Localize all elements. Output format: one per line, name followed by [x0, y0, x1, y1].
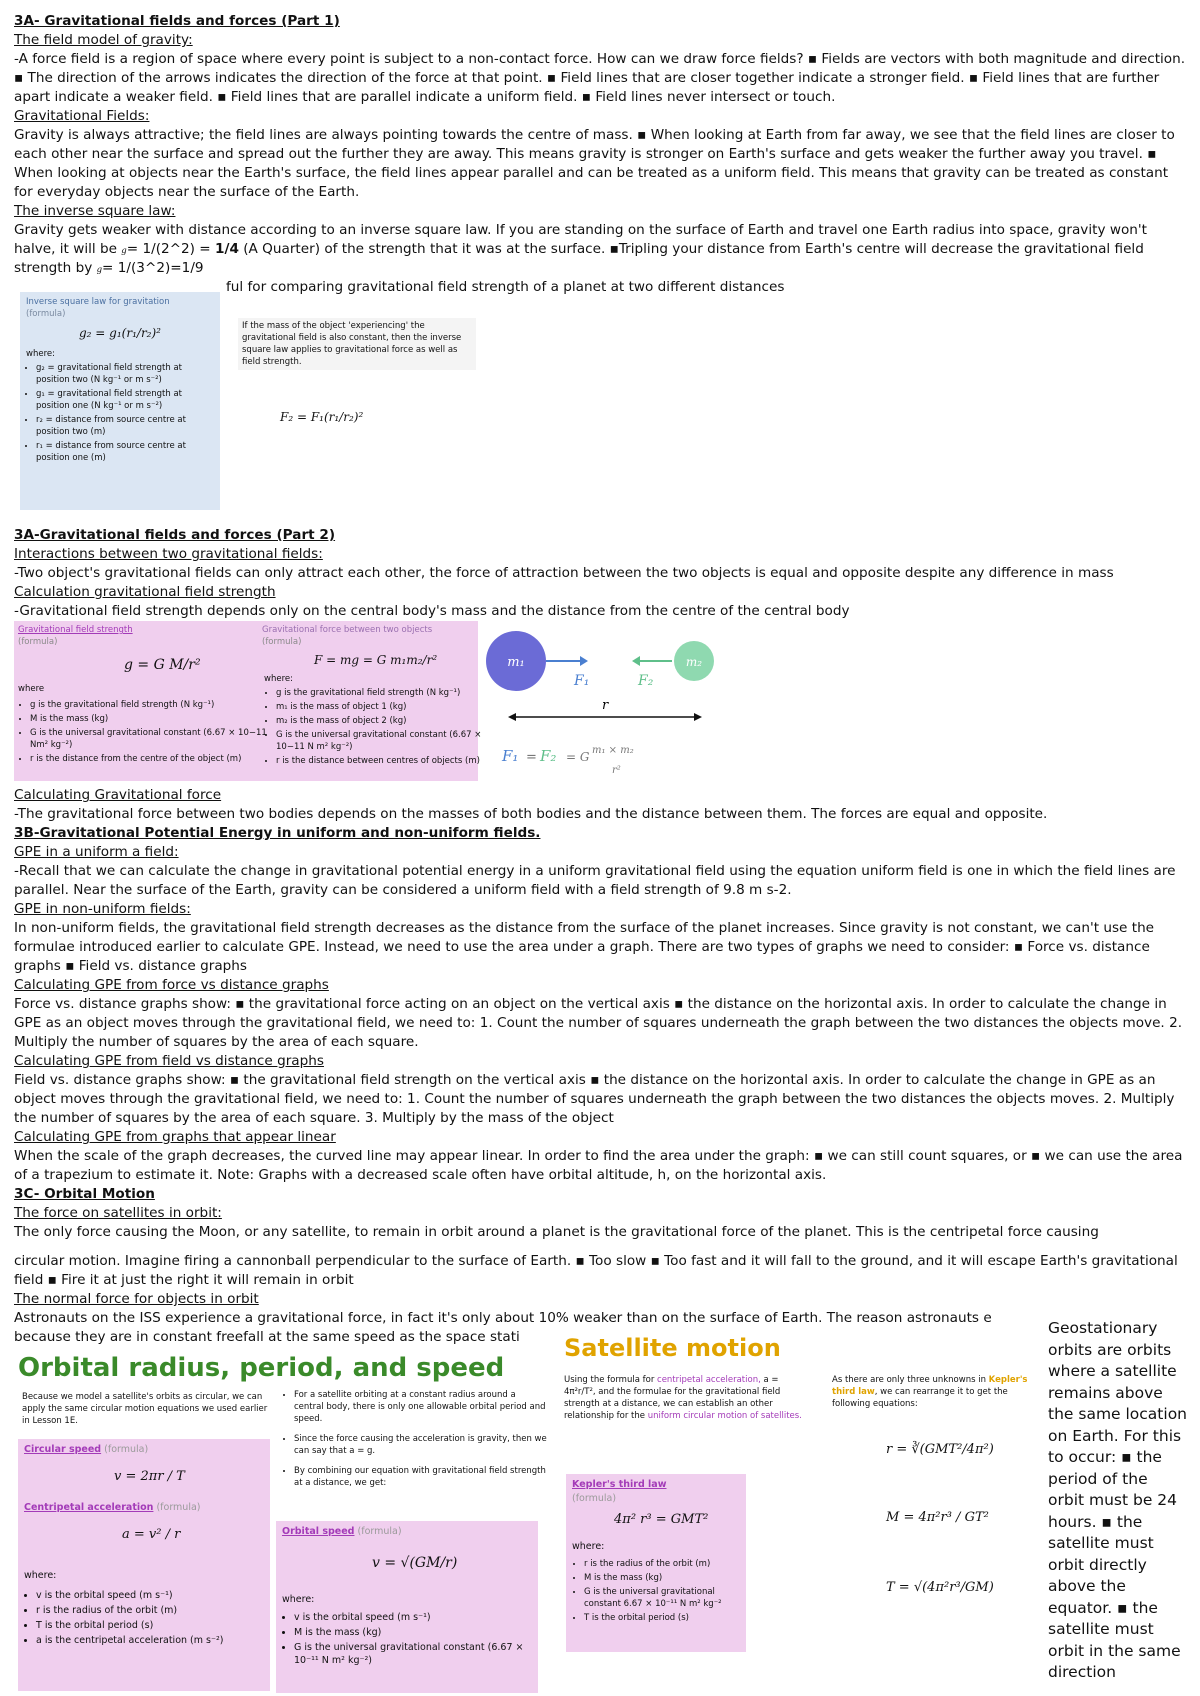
orbital-bullet: • By combining our equation with gravitational field strength at a distance, we get:	[294, 1465, 548, 1489]
orbital-bullet: • Since the force causing the acceleration is gravity, then we can say that a = g.	[294, 1433, 548, 1457]
orbital-where: where:	[24, 1570, 57, 1581]
kepler-title: Kepler's third law	[572, 1479, 667, 1490]
kepler-item: • G is the universal gravitational constant 6.67 × 10⁻¹¹ N m² kg⁻²	[584, 1586, 752, 1610]
eq-radius: r = ∛(GMT²/4π²)	[886, 1442, 994, 1457]
eq-numerator: m₁ × m₂	[592, 745, 634, 756]
circular-speed-label: (formula)	[104, 1444, 149, 1455]
satellite-panel	[556, 1330, 1046, 1660]
orbital-speed-label: (formula)	[357, 1526, 402, 1537]
eq-denominator: r²	[612, 765, 621, 776]
orbital-bullets	[282, 1389, 548, 1491]
satellite-intro	[564, 1374, 812, 1422]
force-item: • m₂ is the mass of object 2 (kg)	[276, 715, 486, 727]
nonuniform-text: In non-uniform fields, the gravitational field strength decreases as the distance from the surface of the planet increases. Since gravity is not constant, we can't use the formulae introduced earlier to calculate GPE. Instead, we need to use the area under a graph. There are two types of graphs we need to consider: ▪ Force vs. distance graphs ▪ Field vs. distance graphs	[14, 920, 1155, 974]
kepler-item: • r is the radius of the orbit (m)	[584, 1558, 752, 1570]
orbital-item: • a is the centripetal acceleration (m s⁻²)	[36, 1634, 274, 1647]
part2-section	[14, 526, 1186, 621]
gfs-item: • G is the universal gravitational constant (6.67 × 10−11 Nm² kg⁻²)	[30, 727, 270, 751]
geostationary-text: Geostationary orbits are orbits where a satellite remains above the same location on Earth. For this to occur: ▪ the period of the orbit must be 24 hours. ▪ the satellite must orbit directly above the equator. ▪ the satellite must orbit in the same direction	[1048, 1319, 1188, 1681]
centripetal-label: (formula)	[156, 1502, 201, 1513]
force-formula: F = mg = G m₁m₂/r²	[314, 653, 438, 667]
inverse-heading: The inverse square law:	[14, 203, 176, 219]
orbital-speed-list	[282, 1611, 540, 1669]
inverse-card-item: • g₂ = gravitational field strength at position two (N kg⁻¹ or m s⁻²)	[36, 362, 214, 386]
force-item: • G is the universal gravitational constant (6.67 × 10−11 N m² kg⁻²)	[276, 729, 486, 753]
gfs-list	[18, 699, 270, 767]
force-2-label: F₂	[638, 673, 654, 689]
kepler-label: (formula)	[572, 1493, 617, 1504]
grav-fields-text: Gravity is always attractive; the field lines are always pointing towards the centre of mass. ▪ When looking at Earth from far away, we see that the field lines are closer to each other near the surface and spread out the further they are away. This means gravity is stronger on Earth's surface and gets weaker the further away you travel. ▪ When looking at objects near the Earth's surface, the field lines appear parallel and can be treated as a uniform field. This means that gravity can be treated as constant for everyday objects near the surface of the Earth.	[14, 127, 1175, 200]
centripetal-title: Centripetal acceleration	[24, 1502, 154, 1513]
part2-continued	[14, 786, 1186, 1347]
gfs-item: • r is the distance from the centre of the object (m)	[30, 753, 270, 765]
satellite-intro-ca: centripetal acceleration,	[657, 1375, 761, 1385]
satellites-text-2: circular motion. Imagine firing a cannonball perpendicular to the surface of Earth. ▪ Too slow ▪ Too fast and it will fall to the ground, and it will escape Earth's gravitational field ▪ Fire it at just the right it will remain in orbit	[14, 1253, 1178, 1288]
mass-1-label: m₁	[507, 655, 525, 670]
force-list	[264, 687, 486, 769]
gfs-formula-label: (formula)	[18, 637, 58, 647]
inverse-card-title: Inverse square law for gravitation	[26, 297, 170, 307]
mass-2-label: m₂	[685, 655, 703, 669]
part1-title: 3A- Gravitational fields and forces (Part 1)	[14, 13, 340, 29]
eq-rest: = G	[566, 750, 590, 764]
eq-equals-1: =	[526, 750, 537, 765]
kepler-where: where:	[572, 1541, 605, 1552]
circular-speed-heading	[24, 1443, 148, 1456]
satellite-right-1: As there are only three unknowns in	[832, 1375, 986, 1385]
orbital-speed-item: • v is the orbital speed (m s⁻¹)	[294, 1611, 540, 1624]
orbital-speed-formula: v = √(GM/r)	[372, 1555, 458, 1571]
satellite-right-2: , we can rearrange it to get the following equations:	[832, 1387, 1008, 1409]
orbital-speed-where: where:	[282, 1594, 315, 1605]
distance-label: r	[602, 698, 609, 713]
force-where: where:	[264, 674, 293, 684]
eq-mass: M = 4π²r³ / GT²	[886, 1510, 989, 1525]
kepler-item: • M is the mass (kg)	[584, 1572, 752, 1584]
satellite-intro-ucm: uniform circular motion of satellites.	[647, 1411, 802, 1421]
satellites-heading: The force on satellites in orbit:	[14, 1205, 222, 1221]
inverse-quarter: 1/4	[215, 241, 239, 257]
grav-fields-heading: Gravitational Fields:	[14, 108, 150, 124]
fvd-heading: Calculating GPE from force vs distance graphs	[14, 977, 329, 993]
satellites-text-1: The only force causing the Moon, or any satellite, to remain in orbit around a planet is the gravitational force of the planet. This is the centripetal force causing	[14, 1224, 1099, 1240]
fvd-text: Force vs. distance graphs show: ▪ the gravitational force acting on an object on the vertical axis ▪ the distance on the horizontal axis. In order to calculate the change in GPE as an object moves through the gravitational field, we need to: 1. Count the number of squares underneath the graph between the two distances the objects move. 2. Multiply the number of squares by the area of each square.	[14, 996, 1183, 1050]
part2-title: 3A-Gravitational fields and forces (Part 2)	[14, 527, 336, 543]
interactions-text: -Two object's gravitational fields can only attract each other, the force of attraction between the two objects is equal and opposite despite any difference in mass	[14, 565, 1114, 581]
calc-force-text: -The gravitational force between two bodies depends on the masses of both bodies and the distance between them. The forces are equal and opposite.	[14, 806, 1048, 822]
force-1-label: F₁	[574, 673, 590, 689]
satellite-right-kepler: Kepler's third law	[832, 1375, 1028, 1397]
document	[14, 12, 1186, 297]
kepler-item: • T is the orbital period (s)	[584, 1612, 752, 1624]
field-model-text: -A force field is a region of space where every point is subject to a non-contact force. How can we draw force fields? ▪ Fields are vectors with both magnitude and direction. ▪ The direction of the arrows indicates the direction of the force at that point. ▪ Field lines that are closer together indicate a stronger field. ▪ Field lines that are further apart indicate a weaker field. ▪ Field lines that are parallel indicate a uniform field. ▪ Field lines never intersect or touch.	[14, 51, 1186, 105]
inverse-text-1: Gravity gets weaker with distance according to an inverse square law. If you are standing on the surface of Earth and travel one Earth radius into space, gravity won't halve, it will be	[14, 222, 1147, 257]
inverse-g2: g	[96, 265, 103, 275]
eq-period: T = √(4π²r³/GM)	[886, 1580, 994, 1595]
inverse-side-note: If the mass of the object 'experiencing' the gravitational field is also constant, then the inverse square law applies to gravitational force as well as field strength.	[238, 318, 476, 370]
force-2-arrowhead	[632, 656, 640, 666]
calc-gfs-heading: Calculation gravitational field strength	[14, 584, 276, 600]
part3b-title: 3B-Gravitational Potential Energy in uniform and non-uniform fields.	[14, 825, 541, 841]
satellite-right-text	[832, 1374, 1038, 1410]
field-vd-text: Field vs. distance graphs show: ▪ the gravitational field strength on the vertical axis ▪ the distance on the horizontal axis. In order to calculate the change in GPE as an object moves through the gravitational field, we need to: 1. Count the number of squares underneath the graph between the two distances the objects moves. 2. Multiply the number of squares by the area of each square. 3. Multiply by the mass of the object	[14, 1072, 1175, 1126]
inverse-text-3: (A Quarter) of the strength that it was at the surface. ▪Tripling your distance from Earth's centre will decrease the gravitational field strength by	[14, 241, 1144, 276]
field-vd-heading: Calculating GPE from field vs distance graphs	[14, 1053, 324, 1069]
calc-force-heading: Calculating Gravitational force	[14, 787, 222, 803]
calc-gfs-text: -Gravitational field strength depends only on the central body's mass and the distance from the centre of the central body	[14, 603, 850, 619]
gfs-item: • M is the mass (kg)	[30, 713, 270, 725]
gfs-panel	[14, 621, 482, 781]
linear-heading: Calculating GPE from graphs that appear linear	[14, 1129, 336, 1145]
normal-text-1: Astronauts on the ISS experience a gravitational force, in fact it's only about 10% weaker than on the surface of Earth. The reason astronauts e	[14, 1310, 992, 1326]
force-item: • g is the gravitational field strength (N kg⁻¹)	[276, 687, 486, 699]
force-title: Gravitational force between two objects	[262, 625, 433, 635]
force-1-arrowhead	[580, 656, 588, 666]
normal-text-2: because they are in constant freefall at the same speed as the space stati	[14, 1329, 520, 1345]
kepler-list	[572, 1558, 752, 1626]
eq-f1: F₁	[502, 747, 519, 765]
centripetal-heading	[24, 1501, 201, 1514]
inverse-side-formula: F₂ = F₁(r₁/r₂)²	[280, 410, 364, 424]
satellite-intro-2: a = 4π²r/T², and the formulae for the gravitational field strength at a distance, we can establish an other relationship for the	[564, 1375, 781, 1421]
gfs-item: • g is the gravitational field strength (N kg⁻¹)	[30, 699, 270, 711]
distance-arrow-right	[694, 713, 702, 721]
orbital-list	[24, 1589, 274, 1649]
orbital-bullet: • For a satellite orbiting at a constant radius around a central body, there is only one allowable orbital period and speed.	[294, 1389, 548, 1425]
circular-speed-title: Circular speed	[24, 1444, 102, 1455]
orbital-item: • T is the orbital period (s)	[36, 1619, 274, 1632]
inverse-card-formula-label: (formula)	[26, 309, 66, 319]
inverse-card-formula: g₂ = g₁(r₁/r₂)²	[79, 326, 161, 340]
kepler-formula: 4π² r³ = GMT²	[614, 1512, 709, 1527]
inverse-card-list	[20, 360, 220, 464]
eq-f2: F₂	[540, 747, 557, 765]
linear-text: When the scale of the graph decreases, the curved line may appear linear. In order to find the area under the graph: ▪ we can still count squares, or ▪ we can use the area of a trapezium to estimate it. Note: Graphs with a decreased scale often have orbital altitude, h, on the horizontal axis.	[14, 1148, 1183, 1183]
force-formula-label: (formula)	[262, 637, 302, 647]
satellite-title: Satellite motion	[564, 1334, 781, 1362]
orbital-speed-item: • G is the universal gravitational constant (6.67 × 10⁻¹¹ N m² kg⁻²)	[294, 1641, 540, 1667]
two-mass-diagram	[482, 621, 728, 781]
orbital-speed-item: • M is the mass (kg)	[294, 1626, 540, 1639]
force-item: • m₁ is the mass of object 1 (kg)	[276, 701, 486, 713]
orbital-title: Orbital radius, period, and speed	[18, 1353, 505, 1383]
orbital-speed-title: Orbital speed	[282, 1526, 355, 1537]
kepler-box	[566, 1474, 746, 1652]
orbital-item: • r is the radius of the orbit (m)	[36, 1604, 274, 1617]
inverse-text-5: ful for comparing gravitational field strength of a planet at two different distances	[226, 279, 785, 295]
inverse-card-where: where:	[26, 349, 55, 359]
orbital-speed-heading	[282, 1525, 402, 1538]
inverse-text-4: = 1/(3^2)=1/9	[102, 260, 204, 276]
nonuniform-heading: GPE in non-uniform fields:	[14, 901, 191, 917]
inverse-text-2: = 1/(2^2) =	[126, 241, 211, 257]
orbital-intro: Because we model a satellite's orbits as circular, we can apply the same circular motion equations we used earlier in Lesson 1E.	[22, 1392, 268, 1426]
inverse-text	[14, 221, 1186, 278]
satellite-intro-1: Using the formula for	[564, 1375, 655, 1385]
interactions-heading: Interactions between two gravitational fields:	[14, 546, 323, 562]
orbital-left-box	[18, 1439, 270, 1691]
centripetal-formula: a = v² / r	[122, 1527, 181, 1542]
normal-heading: The normal force for objects in orbit	[14, 1291, 259, 1307]
circular-speed-formula: v = 2πr / T	[114, 1469, 185, 1484]
inverse-card-item: • r₂ = distance from source centre at position two (m)	[36, 414, 214, 438]
gfs-formula: g = G M/r²	[124, 657, 201, 673]
inverse-square-card	[20, 292, 220, 510]
inverse-card-item: • r₁ = distance from source centre at position one (m)	[36, 440, 214, 464]
gfs-title: Gravitational field strength	[18, 625, 133, 635]
orbital-speed-box	[276, 1521, 538, 1693]
gfs-where: where	[18, 684, 45, 694]
inverse-g1: g	[121, 246, 127, 256]
force-item: • r is the distance between centres of objects (m)	[276, 755, 486, 767]
uniform-heading: GPE in a uniform a field:	[14, 844, 179, 860]
orbital-item: • v is the orbital speed (m s⁻¹)	[36, 1589, 274, 1602]
distance-arrow-left	[508, 713, 516, 721]
inverse-card-item: • g₁ = gravitational field strength at position one (N kg⁻¹ or m s⁻²)	[36, 388, 214, 412]
part3c-title: 3C- Orbital Motion	[14, 1186, 155, 1202]
uniform-text: -Recall that we can calculate the change in gravitational potential energy in a uniform gravitational field using the equation uniform field is one in which the field lines are parallel. Near the surface of the Earth, gravity can be considered a uniform field with a field strength of 9.8 m s-2.	[14, 863, 1176, 898]
field-model-heading: The field model of gravity:	[14, 32, 193, 48]
orbital-panel	[14, 1353, 547, 1693]
